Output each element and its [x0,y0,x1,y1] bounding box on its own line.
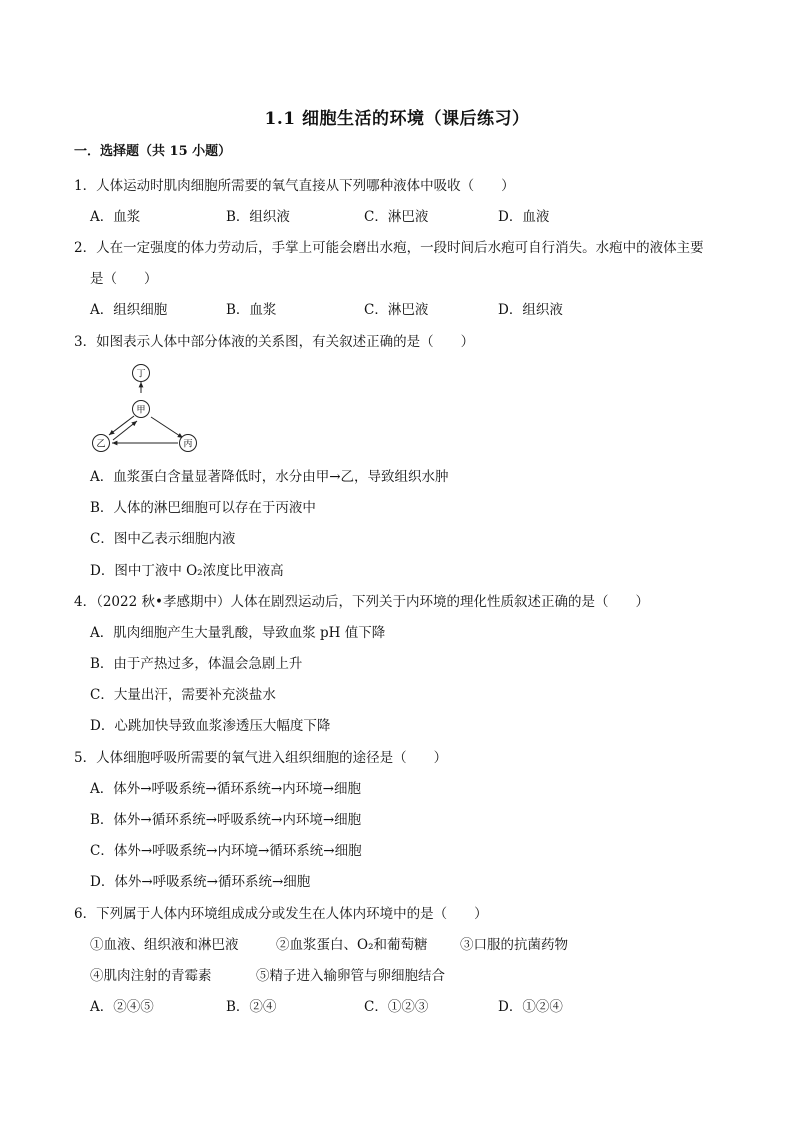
question-6-stem: 6．下列属于人体内环境组成成分或发生在人体内环境中的是（ ） [74,906,488,922]
statement-5: ⑤精子进入输卵管与卵细胞结合 [256,968,445,984]
question-5-option-c: C．体外→呼吸系统→内环境→循环系统→细胞 [90,843,362,859]
node-bing-label: 丙 [183,439,193,450]
option-a: A．血浆 [90,209,141,225]
option-b: B．血浆 [226,302,277,318]
option-a: A．组织细胞 [90,302,168,318]
option-b: B．②④ [226,999,277,1015]
statement-1: ①血液、组织液和淋巴液 [90,937,239,953]
statement-2: ②血浆蛋白、O₂和葡萄糖 [276,937,428,953]
option-b: B．组织液 [226,209,290,225]
section-heading: 一．选择题（共 15 小题） [74,144,232,159]
question-3-option-b: B．人体的淋巴细胞可以存在于丙液中 [90,500,316,516]
arrow-yi-to-jia [113,421,137,440]
body-fluid-relationship-diagram [86,362,206,458]
option-d: D．组织液 [498,302,563,318]
node-yi-label: 乙 [96,439,106,450]
question-4-option-c: C．大量出汗，需要补充淡盐水 [90,687,276,703]
page-title: 1.1 细胞生活的环境（课后练习） [264,109,530,129]
option-d: D．血液 [498,209,550,225]
question-4-stem: 4．（2022 秋•孝感期中）人体在剧烈运动后，下列关于内环境的理化性质叙述正确的是（ ） [74,594,649,610]
question-5-stem: 5．人体细胞呼吸所需要的氧气进入组织细胞的途径是（ ） [74,750,448,766]
option-a: A．②④⑤ [90,999,154,1015]
option-c: C．①②③ [364,999,429,1015]
question-3-option-c: C．图中乙表示细胞内液 [90,531,236,547]
question-3-stem: 3．如图表示人体中部分体液的关系图，有关叙述正确的是（ ） [74,334,475,350]
question-2-stem-line-2: 是（ ） [90,271,158,287]
arrow-jia-to-bing [151,417,183,438]
question-3-option-a: A．血浆蛋白含量显著降低时，水分由甲→乙，导致组织水肿 [90,469,449,485]
statement-3: ③口服的抗菌药物 [460,937,568,953]
node-ding-label: 丁 [136,369,146,380]
question-2-stem-line-1: 2．人在一定强度的体力劳动后，手掌上可能会磨出水疱，一段时间后水疱可自行消失。水疱中的液体主要 [74,240,704,256]
question-4-option-d: D．心跳加快导致血浆渗透压大幅度下降 [90,718,331,734]
question-1-stem: 1．人体运动时肌肉细胞所需要的氧气直接从下列哪种液体中吸收（ ） [74,178,515,194]
arrow-jia-to-yi [109,416,134,435]
question-5-option-d: D．体外→呼吸系统→循环系统→细胞 [90,874,311,890]
option-d: D．①②④ [498,999,563,1015]
question-5-option-b: B．体外→循环系统→呼吸系统→内环境→细胞 [90,812,362,828]
question-4-option-a: A．肌肉细胞产生大量乳酸，导致血浆 pH 值下降 [90,625,386,641]
option-c: C．淋巴液 [364,209,429,225]
question-4-option-b: B．由于产热过多，体温会急剧上升 [90,656,303,672]
question-5-option-a: A．体外→呼吸系统→循环系统→内环境→细胞 [90,781,361,797]
statement-4: ④肌肉注射的青霉素 [90,968,212,984]
question-3-option-d: D．图中丁液中 O₂浓度比甲液高 [90,563,284,579]
option-c: C．淋巴液 [364,302,429,318]
node-jia-label: 甲 [136,405,146,416]
